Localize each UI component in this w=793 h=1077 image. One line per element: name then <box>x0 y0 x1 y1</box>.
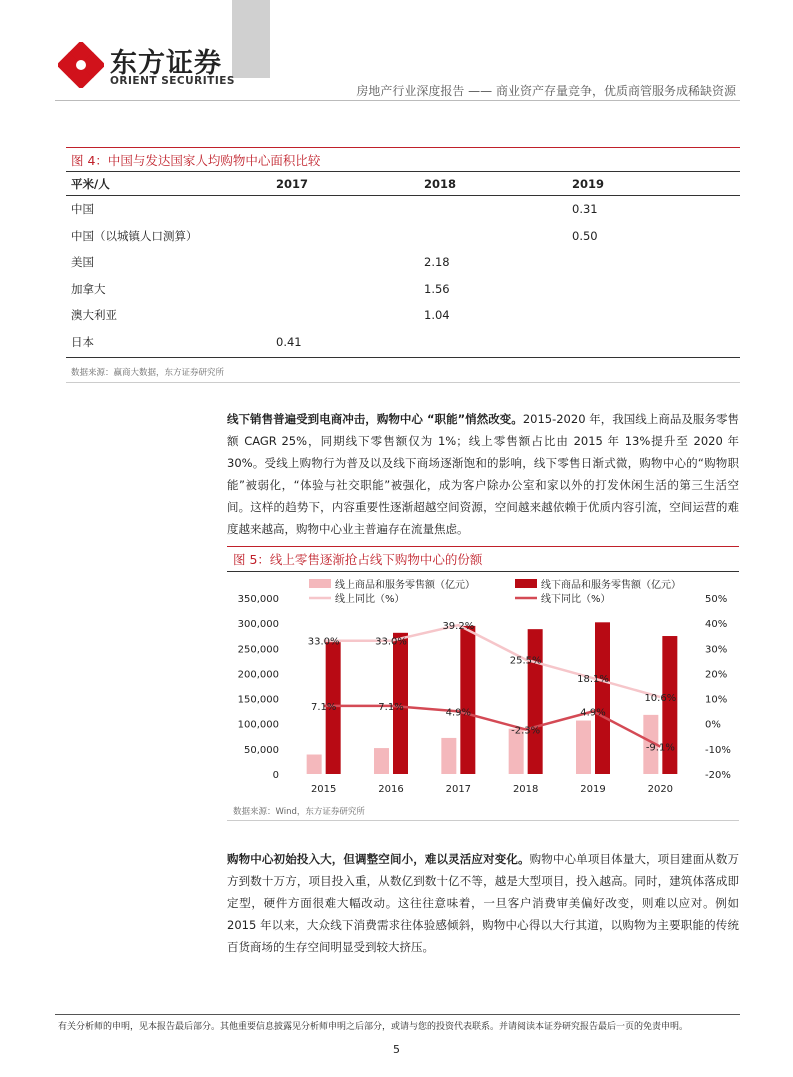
paragraph-lead: 线下销售普遍受到电商冲击，购物中心 “职能”悄然改变。 <box>227 412 523 426</box>
online-yoy-label: 39.2% <box>442 621 475 633</box>
figure4-table <box>66 173 740 355</box>
right-tick-label: 40% <box>705 619 728 631</box>
paragraph-body: 2015-2020 年，我国线上商品及服务零售额 CAGR 25%，同期线下零售额仅为 1%；线上零售额占比由 2015 年 13%提升至 2020 年 30%。受线上购物行为普及以及线下商场逐渐饱和的影响，线下零售日渐式微，购物中心的“购物职能”被弱化，“体验与社交职能”被强化，成为客户除办公室和家以外的打发休闲生活的第三生活空间。这样的趋势下，内容重要性逐渐超越空间资源，空间越来越依赖于优质内容引流，空间运营的难度越来越高，购物中心业主普遍存在流量焦虑。 <box>227 412 740 536</box>
footer-disclaimer: 有关分析师的申明，见本报告最后部分。其他重要信息披露见分析师申明之后部分，或请与您的投资代表联系。并请阅读本证券研究报告最后一页的免责申明。 <box>58 1022 689 1032</box>
cell <box>276 302 424 329</box>
figure4-end-rule <box>66 382 740 383</box>
legend-label: 线下同比（%） <box>541 594 611 605</box>
left-tick-label: 0 <box>272 770 279 781</box>
legend-label: 线上同比（%） <box>335 594 405 605</box>
cell: 2.18 <box>424 255 450 270</box>
brand-name-cn: 东方证券 <box>110 48 222 79</box>
cell <box>276 223 424 250</box>
paragraph-lead: 购物中心初始投入大，但调整空间小，难以灵活应对变化。 <box>227 852 530 866</box>
right-tick-label: 20% <box>705 669 728 681</box>
row-label: 加拿大 <box>71 281 106 296</box>
cell <box>424 196 572 223</box>
left-tick-label: 250,000 <box>237 644 279 656</box>
table-row <box>66 249 740 276</box>
left-tick-label: 150,000 <box>237 694 279 706</box>
cell <box>424 223 572 250</box>
offline-yoy-label: 4.9% <box>580 707 606 719</box>
figure5-top-rule <box>227 546 739 547</box>
x-axis <box>311 784 673 795</box>
legend-swatch-online <box>309 579 331 588</box>
table-header-unit: 平米/人 <box>66 173 276 196</box>
bar-online <box>307 755 322 774</box>
table-row <box>66 276 740 303</box>
right-axis <box>705 594 731 781</box>
cell <box>572 302 740 329</box>
bar-online <box>374 748 389 774</box>
row-label: 美国 <box>71 255 94 270</box>
report-title: 房地产行业深度报告 —— 商业资产存量竞争，优质商管服务成稀缺资源 <box>356 84 736 98</box>
paragraph-body: 购物中心单项目体量大，项目建面从数万方到数十万方，项目投入重，从数亿到数十亿不等，越是大型项目，投入越高。同时，建筑体落成即定型，硬件方面很难大幅改动。这往往意味着，一旦客户消费审美偏好改变，则难以应对。例如 2015 年以来，大众线下消费需求往体验感倾斜，购物中心得以大行其道，以购物为主要职能的传统百货商场的生存空间明显受到较大挤压。 <box>227 852 739 954</box>
x-tick-label: 2019 <box>580 784 606 795</box>
bar-offline <box>460 626 475 774</box>
page-number: 5 <box>393 1043 400 1056</box>
cell <box>572 276 740 303</box>
cell <box>572 249 740 276</box>
x-tick-label: 2015 <box>310 784 337 795</box>
table-header-2017: 2017 <box>276 173 424 196</box>
paragraph-online-retail <box>227 408 739 540</box>
right-tick-label: 50% <box>705 594 728 605</box>
offline-yoy-label: -9.1% <box>645 742 675 754</box>
offline-yoy-label: 7.1% <box>378 701 404 713</box>
online-yoy-label: 10.6% <box>644 693 677 705</box>
orient-logo-icon <box>58 42 104 88</box>
table-header-2019: 2019 <box>572 173 740 196</box>
brand-name-en: ORIENT SECURITIES <box>110 75 235 87</box>
chart-legend <box>309 578 681 605</box>
online-yoy-label: 25.5% <box>509 655 542 667</box>
row-label: 中国 <box>71 202 94 217</box>
x-tick-label: 2016 <box>378 784 404 795</box>
table-header-2018: 2018 <box>424 173 572 196</box>
left-tick-label: 200,000 <box>237 669 279 681</box>
x-tick-label: 2018 <box>512 784 539 795</box>
left-tick-label: 50,000 <box>244 744 279 756</box>
bar-online <box>441 738 456 774</box>
table-row <box>66 302 740 329</box>
figure4-top-rule <box>66 147 740 148</box>
table-row <box>66 329 740 356</box>
figure4-title-rule <box>66 171 740 172</box>
legend-label: 线上商品和服务零售额（亿元） <box>335 580 475 591</box>
cell <box>424 329 572 356</box>
online-yoy-label: 18.1% <box>577 674 609 686</box>
cell: 1.04 <box>424 308 450 323</box>
online-yoy-label: 33.0% <box>307 636 340 648</box>
bar-offline <box>595 622 610 774</box>
header-divider <box>55 100 740 101</box>
cell <box>572 329 740 356</box>
figure5-source: 数据来源：Wind，东方证券研究所 <box>233 807 365 817</box>
header-decor-bar <box>232 0 270 78</box>
table-row <box>66 223 740 250</box>
right-tick-label: 10% <box>705 694 728 706</box>
paragraph-mall-investment <box>227 848 739 958</box>
offline-yoy-label: 4.9% <box>445 707 472 719</box>
left-tick-label: 350,000 <box>237 594 279 605</box>
footer-divider <box>55 1014 740 1015</box>
online-yoy-label: 33.0% <box>375 636 407 648</box>
figure5-chart <box>227 574 739 798</box>
right-tick-label: 30% <box>705 644 728 656</box>
right-tick-label: -10% <box>705 744 731 756</box>
figure5-title-rule <box>227 571 739 572</box>
x-tick-label: 2017 <box>445 784 472 795</box>
right-tick-label: -20% <box>705 770 731 781</box>
cell: 0.50 <box>572 228 598 243</box>
offline-yoy-label: 7.1% <box>310 701 337 713</box>
bar-series <box>307 622 678 774</box>
row-label: 澳大利亚 <box>71 308 117 323</box>
bar-offline <box>528 629 543 774</box>
row-label: 中国（以城镇人口测算） <box>71 228 198 243</box>
figure4-title: 图 4：中国与发达国家人均购物中心面积比较 <box>71 153 321 168</box>
row-label: 日本 <box>71 334 94 349</box>
left-axis <box>238 594 279 781</box>
left-tick-label: 300,000 <box>237 619 279 631</box>
cell <box>276 196 424 223</box>
legend-swatch-offline <box>515 579 537 588</box>
cell: 0.31 <box>572 202 598 217</box>
cell: 1.56 <box>424 281 450 296</box>
cell <box>276 276 424 303</box>
table-header-row <box>66 173 740 196</box>
cell: 0.41 <box>276 334 302 349</box>
x-tick-label: 2020 <box>647 784 674 795</box>
bar-online <box>576 721 591 774</box>
cell <box>276 249 424 276</box>
legend-label: 线下商品和服务零售额（亿元） <box>541 580 681 591</box>
figure5-title: 图 5：线上零售逐渐抢占线下购物中心的份额 <box>233 552 483 567</box>
figure5-end-rule <box>227 820 739 821</box>
right-tick-label: 0% <box>705 719 721 731</box>
left-tick-label: 100,000 <box>237 719 279 731</box>
offline-yoy-label: -2.3% <box>511 725 541 737</box>
table-row <box>66 196 740 223</box>
figure4-bottom-rule <box>66 357 740 358</box>
figure4-source: 数据来源：赢商大数据，东方证券研究所 <box>71 368 225 378</box>
